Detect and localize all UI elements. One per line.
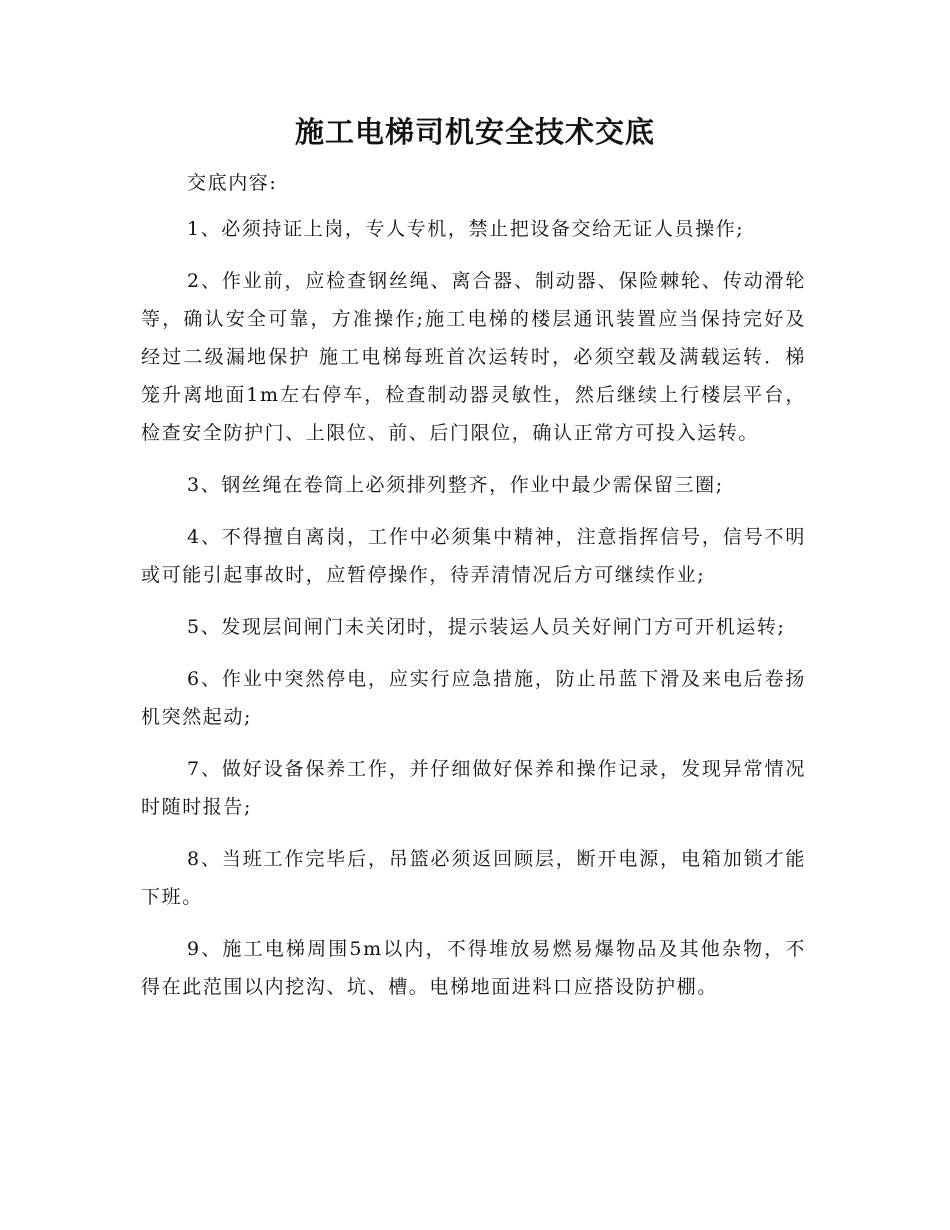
item-1: 1、必须持证上岗，专人专机，禁止把设备交给无证人员操作; — [187, 218, 745, 240]
item-5: 5、发现层间闸门未关闭时，提示装运人员关好闸门方可开机运转; — [187, 616, 786, 638]
item-8: 8、当班工作完毕后，吊篮必须返回顾层，断开电源，电箱加锁才能下班。 — [141, 848, 806, 908]
item-7: 7、做好设备保养工作，并仔细做好保养和操作记录，发现异常情况时随时报告; — [141, 758, 806, 818]
item-4: 4、不得擅自离岗，工作中必须集中精神，注意指挥信号，信号不明或可能引起事故时，应暂停操作，待弄清情况后方可继续作业; — [141, 526, 806, 586]
document-body — [141, 164, 806, 1020]
item-9: 9、施工电梯周围5m以内，不得堆放易燃易爆物品及其他杂物，不得在此范围以内挖沟、坑、槽。电梯地面进料口应搭设防护棚。 — [141, 938, 806, 998]
document-title: 施工电梯司机安全技术交底 — [294, 115, 655, 149]
item-2: 2、作业前，应检查钢丝绳、离合器、制动器、保险棘轮、传动滑轮等，确认安全可靠，方准操作;施工电梯的楼层通讯装置应当保持完好及经过二级漏地保护 施工电梯每班首次运转时，必须空载及满载运转．梯笼升离地面1m左右停车，检查制动器灵敏性，然后继续上行楼层平台，检查安全防护门、上限位、前、后门限位，确认正常方可投入运转。 — [141, 270, 806, 444]
item-6: 6、作业中突然停电，应实行应急措施，防止吊蓝下滑及来电后卷扬机突然起动; — [141, 668, 806, 728]
item-3: 3、钢丝绳在卷筒上必须排列整齐，作业中最少需保留三圈; — [187, 474, 724, 496]
intro-label: 交底内容: — [187, 172, 278, 194]
